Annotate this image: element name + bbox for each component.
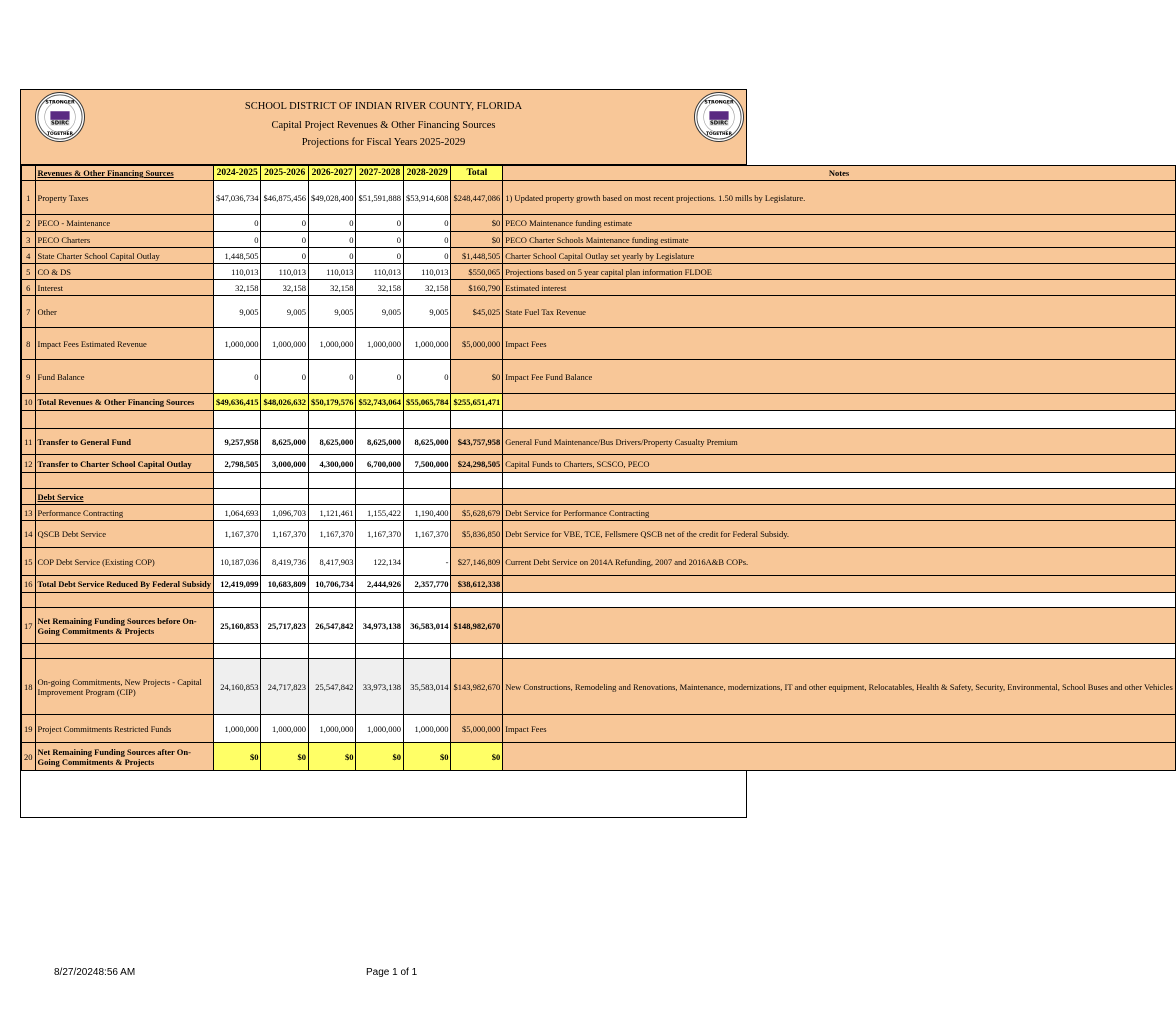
footer-page-number: Page 1 of 1 [366,967,418,978]
year-value: $51,591,888 [356,181,404,215]
empty-cell [213,593,261,608]
table-row [22,360,1176,394]
empty-cell [503,473,1176,489]
table-row [22,505,1176,521]
row-total: $5,836,850 [451,521,503,548]
table-row [22,743,1176,771]
year-value: 0 [261,248,309,264]
row-total: $1,448,505 [451,248,503,264]
year-value: 10,187,036 [213,548,261,576]
table-row [22,715,1176,743]
table-row [22,215,1176,232]
empty-cell [35,644,213,659]
row-note: Debt Service for Performance Contracting [503,505,1176,521]
year-value: 8,419,736 [261,548,309,576]
financing-table [21,165,1176,771]
year-value: $0 [213,743,261,771]
row-number: 4 [22,248,36,264]
year-value: 0 [308,360,356,394]
row-number: 18 [22,659,36,715]
table-row [22,521,1176,548]
year-value: 1,167,370 [308,521,356,548]
svg-text:SDIRC: SDIRC [50,120,70,127]
year-value: 7,500,000 [403,455,451,473]
year-value: 9,005 [403,296,451,328]
year-value: 1,000,000 [213,328,261,360]
year-value: 32,158 [356,280,404,296]
row-label: On-going Commitments, New Projects - Capital Improvement Program (CIP) [35,659,213,715]
table-row [22,280,1176,296]
empty-cell [22,644,36,659]
row-note: State Fuel Tax Revenue [503,296,1176,328]
row-number: 5 [22,264,36,280]
year-value [213,489,261,505]
year-value: 12,419,099 [213,576,261,593]
empty-cell [22,593,36,608]
year-header: 2027-2028 [356,166,404,181]
row-number: 6 [22,280,36,296]
year-value: 3,000,000 [261,455,309,473]
table-row [22,296,1176,328]
row-note: 1) Updated property growth based on most recent projections. 1.50 mills by Legislature. [503,181,1176,215]
year-value: 0 [356,360,404,394]
row-number: 14 [22,521,36,548]
year-value: 0 [261,360,309,394]
row-label: Fund Balance [35,360,213,394]
empty-cell [213,473,261,489]
row-label: QSCB Debt Service [35,521,213,548]
row-total [451,489,503,505]
year-value: 8,625,000 [356,429,404,455]
year-value: 0 [403,360,451,394]
row-label: Net Remaining Funding Sources after On-Going Commitments & Projects [35,743,213,771]
year-value: 1,167,370 [356,521,404,548]
year-value: 0 [213,232,261,248]
row-total: $248,447,086 [451,181,503,215]
svg-text:TOGETHER: TOGETHER [47,132,73,138]
empty-cell [35,593,213,608]
empty-cell [35,411,213,429]
year-value: 9,005 [213,296,261,328]
table-row [22,489,1176,505]
year-value: 1,000,000 [403,328,451,360]
empty-cell [261,473,309,489]
year-value: 2,357,770 [403,576,451,593]
empty-cell [35,473,213,489]
year-value: $49,028,400 [308,181,356,215]
empty-cell [403,593,451,608]
table-row [22,455,1176,473]
row-total: $0 [451,232,503,248]
row-total: $5,000,000 [451,715,503,743]
row-total: $27,146,809 [451,548,503,576]
table-row [22,181,1176,215]
year-value: $0 [261,743,309,771]
footer-timestamp: 8/27/20248:56 AM [54,967,136,978]
row-number: 8 [22,328,36,360]
row-number: 15 [22,548,36,576]
year-value: 1,000,000 [213,715,261,743]
row-total: $24,298,505 [451,455,503,473]
year-value: 0 [356,215,404,232]
year-value: $55,065,784 [403,394,451,411]
row-total: $160,790 [451,280,503,296]
row-number: 9 [22,360,36,394]
row-label: CO & DS [35,264,213,280]
year-value: 0 [308,248,356,264]
row-total: $0 [451,360,503,394]
year-value: 32,158 [308,280,356,296]
year-value: 1,000,000 [356,715,404,743]
year-value: 0 [261,215,309,232]
svg-text:TOGETHER: TOGETHER [706,132,732,138]
year-value: 9,257,958 [213,429,261,455]
row-note: Projections based on 5 year capital plan information FLDOE [503,264,1176,280]
row-number [22,489,36,505]
row-note [503,394,1176,411]
year-value: 1,121,461 [308,505,356,521]
row-number: 16 [22,576,36,593]
year-header: 2026-2027 [308,166,356,181]
year-value: $46,875,456 [261,181,309,215]
row-total: $255,651,471 [451,394,503,411]
empty-cell [213,411,261,429]
empty-cell [503,411,1176,429]
year-value: 10,683,809 [261,576,309,593]
year-value: 110,013 [308,264,356,280]
empty-cell [308,593,356,608]
year-value: 1,167,370 [213,521,261,548]
year-value: 1,096,703 [261,505,309,521]
year-value: 32,158 [261,280,309,296]
year-value: 110,013 [261,264,309,280]
year-header: 2028-2029 [403,166,451,181]
year-value: 2,798,505 [213,455,261,473]
year-value: 0 [403,215,451,232]
row-label: Project Commitments Restricted Funds [35,715,213,743]
year-value: 1,064,693 [213,505,261,521]
year-value: $50,179,576 [308,394,356,411]
row-note [503,743,1176,771]
year-value: 0 [308,215,356,232]
table-row [22,264,1176,280]
year-value: 1,167,370 [261,521,309,548]
row-total: $45,025 [451,296,503,328]
row-note: Debt Service for VBE, TCE, Fellsmere QSCB net of the credit for Federal Subsidy. [503,521,1176,548]
year-value: 122,134 [356,548,404,576]
year-value: 0 [403,232,451,248]
year-value: $49,636,415 [213,394,261,411]
year-value: 1,000,000 [308,715,356,743]
year-value: 8,417,903 [308,548,356,576]
row-number: 3 [22,232,36,248]
row-label: PECO Charters [35,232,213,248]
year-value: $53,914,608 [403,181,451,215]
notes-header: Notes [503,166,1176,181]
row-note: General Fund Maintenance/Bus Drivers/Property Casualty Premium [503,429,1176,455]
year-value [403,489,451,505]
empty-cell [356,411,404,429]
blank-row [22,644,1176,659]
row-label: PECO - Maintenance [35,215,213,232]
year-value: 110,013 [356,264,404,280]
row-label: COP Debt Service (Existing COP) [35,548,213,576]
table-row [22,548,1176,576]
year-value: 24,160,853 [213,659,261,715]
empty-cell [356,473,404,489]
row-note [503,608,1176,644]
year-value: $48,026,632 [261,394,309,411]
district-logo-right [694,92,744,142]
year-value: 6,700,000 [356,455,404,473]
table-row [22,429,1176,455]
row-total: $550,065 [451,264,503,280]
empty-cell [22,473,36,489]
row-label: Impact Fees Estimated Revenue [35,328,213,360]
row-note: PECO Maintenance funding estimate [503,215,1176,232]
year-value: 26,547,842 [308,608,356,644]
year-value: 0 [261,232,309,248]
year-value: 32,158 [403,280,451,296]
year-value: 36,583,014 [403,608,451,644]
year-value: 25,547,842 [308,659,356,715]
year-value: 24,717,823 [261,659,309,715]
row-number: 20 [22,743,36,771]
empty-cell [503,644,1176,659]
title-line-2: Capital Project Revenues & Other Financing Sources [271,120,496,131]
row-note [503,489,1176,505]
year-value: 2,444,926 [356,576,404,593]
empty-cell [451,473,503,489]
year-value: 1,000,000 [403,715,451,743]
row-note: Capital Funds to Charters, SCSCO, PECO [503,455,1176,473]
row-number: 13 [22,505,36,521]
table-row [22,608,1176,644]
year-value: - [403,548,451,576]
title-line-1: SCHOOL DISTRICT OF INDIAN RIVER COUNTY, FLORIDA [244,101,523,112]
blank-row [22,473,1176,489]
blank-row [22,593,1176,608]
row-label: Total Debt Service Reduced By Federal Subsidy [35,576,213,593]
column-header-row [22,166,1176,181]
year-value: 4,300,000 [308,455,356,473]
row-label: Transfer to Charter School Capital Outlay [35,455,213,473]
num-header [22,166,36,181]
row-label: Performance Contracting [35,505,213,521]
empty-cell [308,411,356,429]
row-note: PECO Charter Schools Maintenance funding estimate [503,232,1176,248]
year-value: 0 [213,215,261,232]
year-value: $47,036,734 [213,181,261,215]
year-value: 32,158 [213,280,261,296]
row-label: State Charter School Capital Outlay [35,248,213,264]
year-value: 33,973,138 [356,659,404,715]
row-note: Estimated interest [503,280,1176,296]
year-value: 0 [308,232,356,248]
empty-cell [261,644,309,659]
empty-cell [451,411,503,429]
year-value: 0 [403,248,451,264]
row-total: $0 [451,215,503,232]
row-number: 2 [22,215,36,232]
year-value: 1,000,000 [356,328,404,360]
empty-cell [451,644,503,659]
empty-cell [22,411,36,429]
year-value: 9,005 [261,296,309,328]
year-value: 9,005 [308,296,356,328]
year-value: 34,973,138 [356,608,404,644]
year-value: 10,706,734 [308,576,356,593]
row-total: $148,982,670 [451,608,503,644]
year-value: 25,160,853 [213,608,261,644]
section-header: Revenues & Other Financing Sources [35,166,213,181]
year-value: 1,000,000 [308,328,356,360]
year-value: 25,717,823 [261,608,309,644]
row-note: Impact Fees [503,328,1176,360]
table-row [22,232,1176,248]
row-number: 17 [22,608,36,644]
table-row [22,248,1176,264]
empty-cell [213,644,261,659]
row-total: $5,628,679 [451,505,503,521]
row-label: Net Remaining Funding Sources before On-Going Commitments & Projects [35,608,213,644]
row-note: Impact Fee Fund Balance [503,360,1176,394]
svg-text:STRONGER: STRONGER [704,100,734,106]
year-value: 8,625,000 [403,429,451,455]
year-value: 1,000,000 [261,715,309,743]
row-label: Transfer to General Fund [35,429,213,455]
year-value: 8,625,000 [261,429,309,455]
year-value: 1,167,370 [403,521,451,548]
year-value: $0 [403,743,451,771]
year-value: 8,625,000 [308,429,356,455]
empty-cell [403,644,451,659]
empty-cell [403,473,451,489]
empty-cell [503,593,1176,608]
year-value [261,489,309,505]
year-value: 1,190,400 [403,505,451,521]
empty-cell [308,644,356,659]
empty-cell [451,593,503,608]
year-value: $0 [308,743,356,771]
empty-cell [356,593,404,608]
title-line-3: Projections for Fiscal Years 2025-2029 [301,137,466,148]
year-value [308,489,356,505]
year-value: $0 [356,743,404,771]
blank-row [22,411,1176,429]
report-header [21,90,746,165]
year-value: 110,013 [213,264,261,280]
year-value: 0 [356,248,404,264]
svg-text:SDIRC: SDIRC [709,120,729,127]
row-label: Property Taxes [35,181,213,215]
table-row [22,659,1176,715]
year-value: $52,743,064 [356,394,404,411]
table-row [22,328,1176,360]
row-note: Impact Fees [503,715,1176,743]
empty-cell [356,644,404,659]
total-header: Total [451,166,503,181]
row-number: 10 [22,394,36,411]
row-number: 19 [22,715,36,743]
year-value: 0 [356,232,404,248]
row-label: Interest [35,280,213,296]
year-header: 2024-2025 [213,166,261,181]
year-value: 35,583,014 [403,659,451,715]
empty-cell [261,593,309,608]
row-note: Current Debt Service on 2014A Refunding, 2007 and 2016A&B COPs. [503,548,1176,576]
year-value: 110,013 [403,264,451,280]
row-total: $143,982,670 [451,659,503,715]
row-number: 11 [22,429,36,455]
row-total: $43,757,958 [451,429,503,455]
row-total: $5,000,000 [451,328,503,360]
svg-text:STRONGER: STRONGER [45,100,75,106]
year-value: 1,155,422 [356,505,404,521]
row-number: 12 [22,455,36,473]
year-value: 1,448,505 [213,248,261,264]
empty-cell [308,473,356,489]
empty-cell [403,411,451,429]
row-number: 7 [22,296,36,328]
table-row [22,576,1176,593]
row-label: Debt Service [35,489,213,505]
row-number: 1 [22,181,36,215]
year-value: 1,000,000 [261,328,309,360]
row-note [503,576,1176,593]
row-label: Other [35,296,213,328]
year-header: 2025-2026 [261,166,309,181]
row-note: Charter School Capital Outlay set yearly by Legislature [503,248,1176,264]
table-row [22,394,1176,411]
row-note: New Constructions, Remodeling and Renovations, Maintenance, modernizations, IT and other equipment, Relocatables, Health & Safety, Security, Environmental, School Buses and other Vehicles [503,659,1176,715]
year-value: 9,005 [356,296,404,328]
row-label: Total Revenues & Other Financing Sources [35,394,213,411]
year-value [356,489,404,505]
row-total: $38,612,338 [451,576,503,593]
empty-cell [261,411,309,429]
row-total: $0 [451,743,503,771]
year-value: 0 [213,360,261,394]
spreadsheet [20,89,1173,818]
